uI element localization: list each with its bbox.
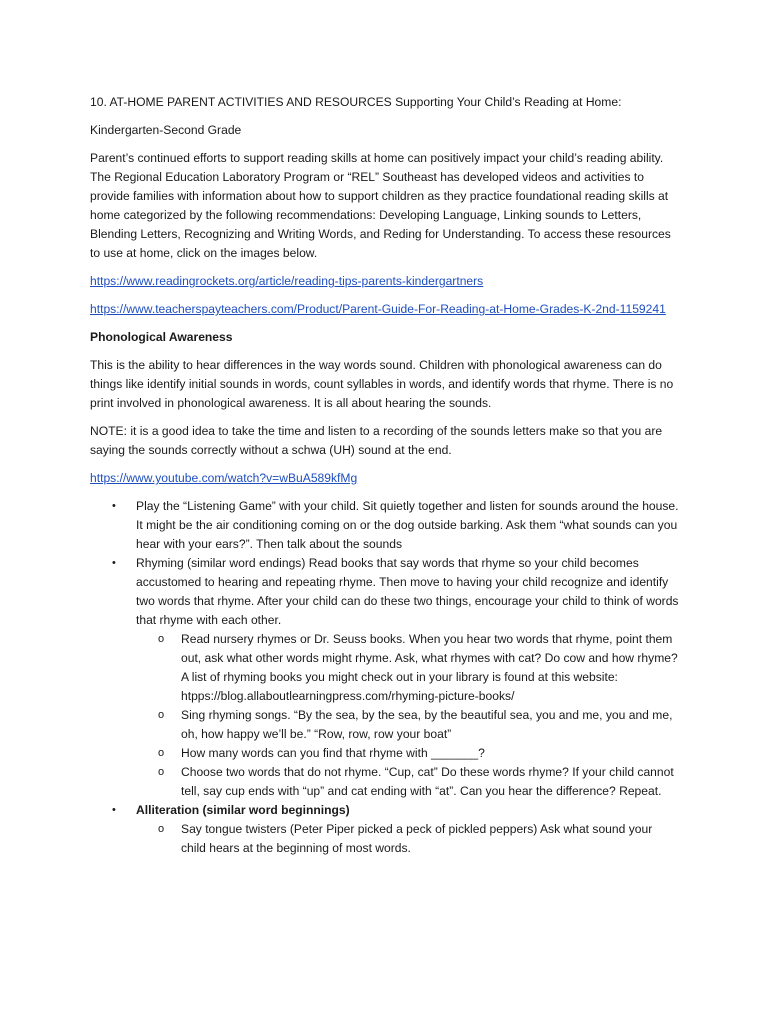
bullet-icon: •: [112, 557, 116, 569]
rhyming-sub-text: Choose two words that do not rhyme. “Cup, cat” Do these words rhyme? If your child cannot tell, say cup ends with “up” and cat ending with “at”. Can you hear the difference? Repeat.: [181, 765, 674, 798]
circle-bullet-icon: o: [158, 766, 165, 778]
list-item: [136, 744, 680, 763]
alliteration-sublist: [136, 820, 680, 858]
list-item: [90, 554, 680, 801]
youtube-link[interactable]: https://www.youtube.com/watch?v=wBuA589kfMg: [90, 471, 358, 485]
list-item: [136, 706, 680, 744]
circle-bullet-icon: o: [158, 709, 165, 721]
list-item: [136, 820, 680, 858]
tpt-link[interactable]: https://www.teacherspayteachers.com/Product/Parent-Guide-For-Reading-at-Home-Grades-K-2nd-1159241: [90, 302, 666, 316]
definition-paragraph: This is the ability to hear differences in the way words sound. Children with phonological awareness can do things like identify initial sounds in words, count syllables in words, and identify words that rhyme. There is no print involved in phonological awareness. It is all about hearing the sounds.: [90, 358, 674, 410]
alliteration-sub-text: Say tongue twisters (Peter Piper picked a peck of pickled peppers) Ask what sound your child hears at the beginning of most words.: [181, 822, 653, 855]
bullet-icon: •: [112, 804, 116, 816]
section-heading: Phonological Awareness: [90, 330, 233, 344]
grade-range: Kindergarten-Second Grade: [90, 123, 242, 137]
intro-paragraph: Parent’s continued efforts to support reading skills at home can positively impact your child’s reading ability. The Regional Education Laboratory Program or “REL” Southeast has developed videos and activities to provide families with information about how to support children as they practice foundational reading skills at home categorized by the following recommendations: Developing Language, Linking sounds to Letters, Blending Letters, Recognizing and Writing Words, and Reding for Understanding. To access these resources to use at home, click on the images below.: [90, 151, 671, 260]
rhyming-sub-text: Read nursery rhymes or Dr. Seuss books. When you hear two words that rhyme, point them out, ask what other words might rhyme. Ask, what rhymes with cat? Do cow and how rhyme? A list of rhyming books you might check out in your library is found at this website: htpps://blog.allaboutlearningpress.com/rhyming-picture-books/: [181, 632, 678, 703]
rhyming-sublist: [136, 630, 680, 801]
circle-bullet-icon: o: [158, 633, 165, 645]
circle-bullet-icon: o: [158, 747, 165, 759]
bullet-icon: •: [112, 500, 116, 512]
rhyming-sub-text: Sing rhyming songs. “By the sea, by the sea, by the beautiful sea, you and me, you and me, oh, how happy we’ll be.” “Row, row, row your boat”: [181, 708, 673, 741]
listening-game-text: Play the “Listening Game” with your child. Sit quietly together and listen for sounds around the house. It might be the air conditioning coming on or the dog outside barking. Ask them “what sounds can you hear with your ears?”. Then talk about the sounds: [136, 499, 679, 551]
document-title: 10. AT-HOME PARENT ACTIVITIES AND RESOURCES Supporting Your Child’s Reading at Home:: [90, 95, 622, 109]
list-item: [90, 801, 680, 858]
note-paragraph: NOTE: it is a good idea to take the time and listen to a recording of the sounds letters make so that you are saying the sounds correctly without a schwa (UH) sound at the end.: [90, 424, 663, 457]
circle-bullet-icon: o: [158, 823, 165, 835]
list-item: [90, 497, 680, 554]
rhyming-text: Rhyming (similar word endings) Read books that say words that rhyme so your child becomes accustomed to hearing and repeating rhyme. Then move to having your child recognize and identify two words that rhyme. After your child can do these two things, encourage your child to think of words that rhyme with each other.: [136, 556, 679, 627]
activity-list: [90, 497, 680, 858]
list-item: [136, 630, 680, 706]
rhyming-sub-text: How many words can you find that rhyme with _______?: [181, 746, 485, 760]
document-body: [90, 93, 680, 858]
alliteration-text: Alliteration (similar word beginnings): [136, 803, 350, 817]
list-item: [136, 763, 680, 801]
reading-rockets-link[interactable]: https://www.readingrockets.org/article/reading-tips-parents-kindergartners: [90, 274, 484, 288]
